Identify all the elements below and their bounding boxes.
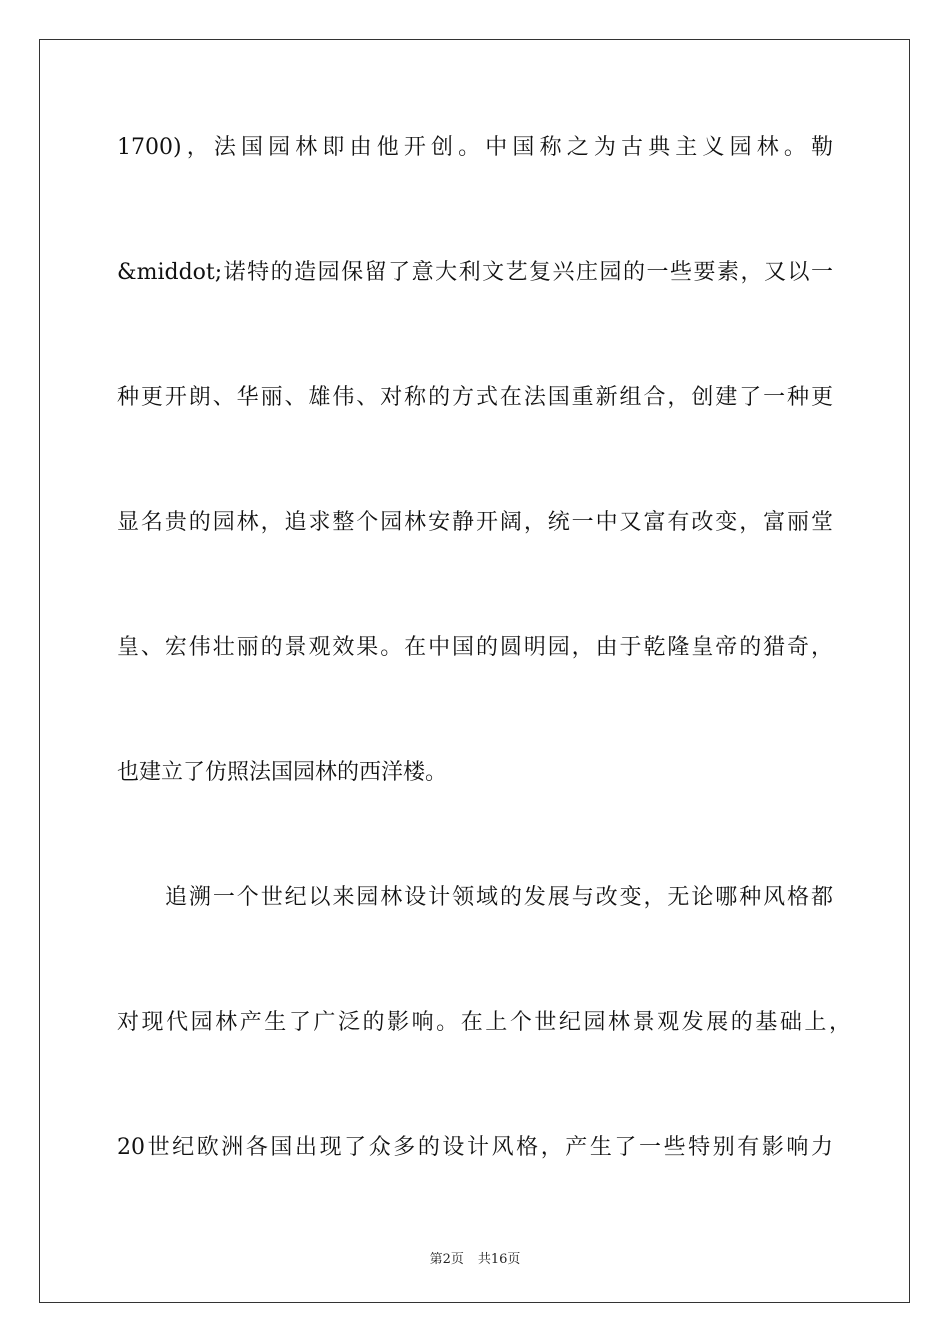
page-number: 第2页	[429, 1252, 464, 1267]
paragraph-line: &middot;诺特的造园保留了意大利文艺复兴庄园的一些要素，又以一	[117, 260, 833, 285]
paragraph-line: 皇、宏伟壮丽的景观效果。在中国的圆明园，由于乾隆皇帝的猎奇，	[117, 635, 833, 660]
paragraph-line: 对现代园林产生了广泛的影响。在上个世纪园林景观发展的基础上，	[117, 1010, 851, 1035]
page-border	[39, 39, 910, 1303]
page-footer	[0, 1248, 950, 1267]
paragraph-line: 也建立了仿照法国园林的西洋楼。	[117, 760, 448, 785]
paragraph-line: 1700)，法国园林即由他开创。中国称之为古典主义园林。勒	[117, 135, 833, 160]
page-total: 共16页	[477, 1252, 521, 1267]
paragraph-line: 20世纪欧洲各国出现了众多的设计风格，产生了一些特别有影响力	[117, 1135, 833, 1160]
paragraph-line: 种更开朗、华丽、雄伟、对称的方式在法国重新组合，创建了一种更	[117, 385, 833, 410]
paragraph-line: 显名贵的园林，追求整个园林安静开阔，统一中又富有改变，富丽堂	[117, 510, 833, 535]
paragraph-line: 追溯一个世纪以来园林设计领域的发展与改变，无论哪种风格都	[165, 885, 833, 910]
